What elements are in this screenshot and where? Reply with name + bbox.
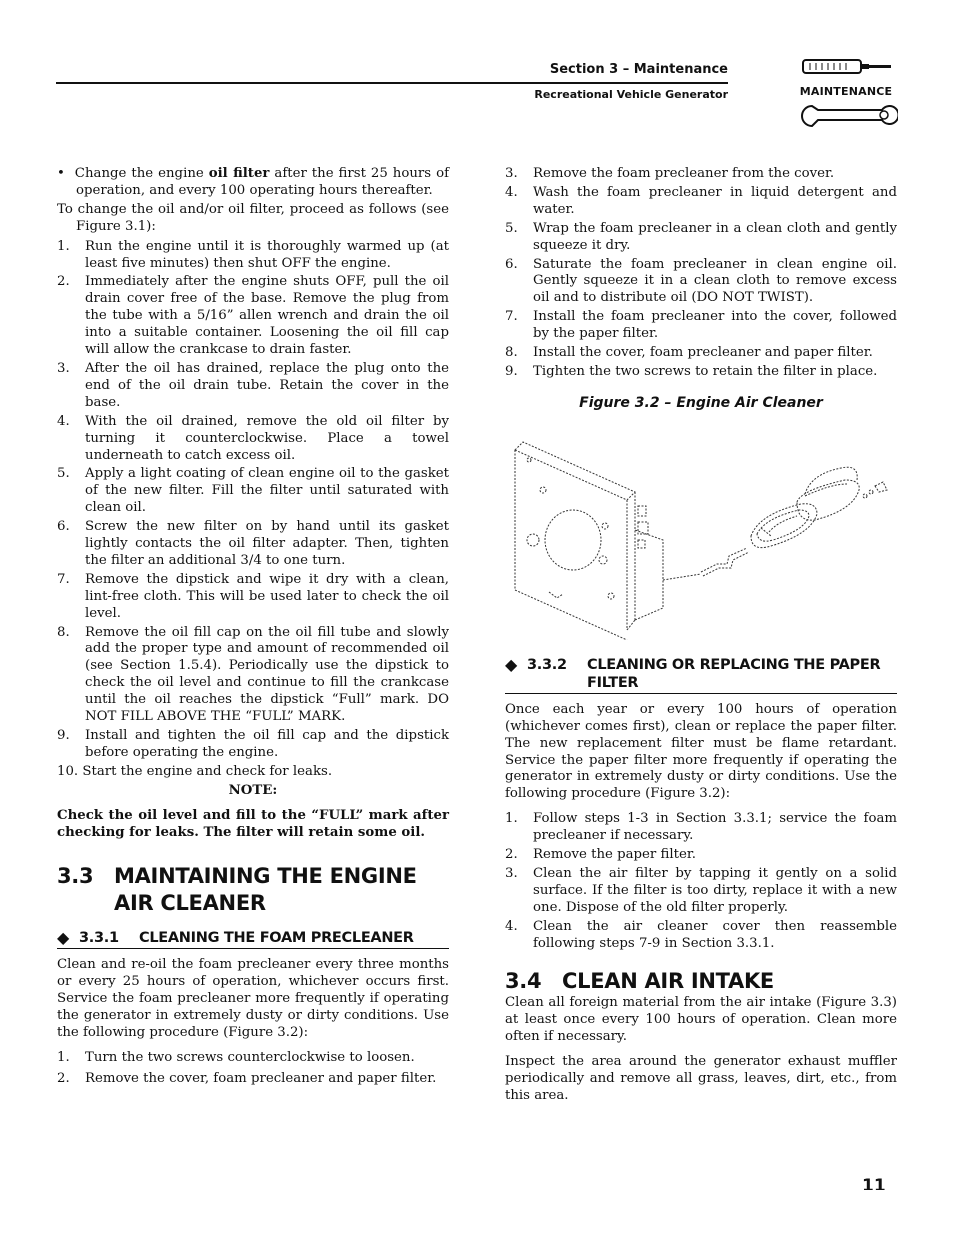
list-item: 9. Tighten the two screws to retain the filter in place. [505,363,878,379]
air-intake-paragraph-1: Clean all foreign material from the air intake (Figure 3.3) at least once every 100 hours of operation. Clean more often if necessary. [505,995,897,1045]
list-item: 2. Remove the paper filter. [505,847,696,863]
list-item: 3. Clean the air filter by tapping it gently on a solid surface. If the filter is too dirty, replace it with a new one. Dispose of the old filter properly. [505,865,897,915]
section-3-4-heading: 3.4 CLEAN AIR INTAKE [505,969,774,994]
header-subtitle: Recreational Vehicle Generator [534,88,728,101]
header-section-title: Section 3 – Maintenance [549,62,728,77]
logo-text: MAINTENANCE [799,85,893,98]
foam-precleaner-steps-continued [505,166,897,381]
list-item: 5. Wrap the foam precleaner in a clean cloth and gently squeeze it dry. [505,220,897,253]
subsection-3-3-2-heading: ◆ 3.3.2 CLEANING OR REPLACING THE PAPER FILTER [505,656,897,694]
paper-filter-steps [505,811,897,952]
figure-caption: Figure 3.2 – Engine Air Cleaner [579,394,823,411]
list-item: 5. Apply a light coating of clean engine oil to the gasket of the new filter. Fill the filter until saturated with clean oil. [57,466,449,516]
list-item: 7. Install the foam precleaner into the cover, followed by the paper filter. [505,309,897,342]
list-item: 6. Screw the new filter on by hand until its gasket lightly contacts the oil filter adapter. Then, tighten the filter an additional 3/4 to one turn. [57,519,449,568]
note-label: NOTE: [228,782,278,798]
subsection-3-3-1-heading: ◆ 3.3.1 CLEANING THE FOAM PRECLEANER [57,929,449,949]
list-item: 1. Turn the two screws counterclockwise to loosen. [57,1049,415,1065]
oil-filter-bullet: • Change the engine oil filter after the first 25 hours of operation, and every 100 operating hours thereafter. [57,166,450,198]
note-text: Check the oil level and fill to the “FULL” mark after checking for leaks. The filter will retain some oil. [57,807,449,840]
paper-filter-paragraph: Once each year or every 100 hours of operation (whichever comes first), clean or replace the paper filter. The new replacement filter must be flame retardant. Service the paper filter more frequently if operating the generator in extremely dusty or dirty conditions. Use the following procedure (Figure 3.2): [505,701,897,802]
list-item: 8. Remove the oil fill cap on the oil fill tube and slowly add the proper type and amount of recommended oil (see Section 1.5.4). Periodically use the dipstick to check the oil level and continue to fill the crankcase until the oil reaches the dipstick “Full” mark. DO NOT FILL ABOVE THE “FULL” MARK. [57,624,449,725]
diamond-icon: ◆ [57,928,70,948]
list-item: 2. Remove the cover, foam precleaner and paper filter. [57,1070,437,1086]
section-3-3-heading: 3.3 MAINTAINING THE ENGINE AIR CLEANER [57,864,417,916]
list-item: 4. Wash the foam precleaner in liquid detergent and water. [505,184,897,217]
list-item: 1. Follow steps 1-3 in Section 3.3.1; service the foam precleaner if necessary. [505,811,897,844]
foam-precleaner-paragraph: Clean and re-oil the foam precleaner every three months or every 25 hours of operation, whichever occurs first. Service the foam precleaner more frequently if operating the generator in extremely dusty or dirty conditions. Use the following procedure (Figure 3.2): [57,957,449,1041]
diamond-icon: ◆ [505,654,518,674]
list-item: 4. Clean the air cleaner cover then reassemble following steps 7-9 in Section 3.3.1. [505,918,897,951]
list-item: 8. Install the cover, foam precleaner and paper filter. [505,345,873,361]
foam-precleaner-steps [57,1050,449,1088]
header-rule [56,82,728,84]
oil-change-steps [57,239,449,762]
oil-change-step-10: 10. Start the engine and check for leaks. [57,763,333,779]
list-item: 6. Saturate the foam precleaner in clean engine oil. Gently squeeze it in a clean cloth to remove excess oil and to distribute oil (DO NOT TWIST). [505,256,897,306]
list-item: 9. Install and tighten the oil fill cap and the dipstick before operating the engine. [57,728,449,760]
list-item: 4. With the oil drained, remove the old oil filter by turning it counterclockwise. Place a towel underneath to catch excess oil. [57,413,449,463]
list-item: 7. Remove the dipstick and wipe it dry with a clean, lint-free cloth. This will be used later to check the oil level. [57,571,449,621]
list-item: 2. Immediately after the engine shuts OFF, pull the oil drain cover free of the base. Remove the plug from the tube with a 5/16” allen wrench and drain the oil into a suitable container. Loosening the oil fill cap will allow the crankcase to drain faster. [57,274,449,358]
engine-air-cleaner-figure [505,430,897,640]
page-number: 11 [862,1176,886,1190]
left-column [57,166,449,1090]
air-intake-paragraph-2: Inspect the area around the generator exhaust muffler periodically and remove all grass, leaves, dirt, etc., from this area. [505,1054,897,1103]
list-item: 3. Remove the foam precleaner from the cover. [505,166,835,181]
list-item: 1. Run the engine until it is thoroughly warmed up (at least five minutes) then shut OFF the engine. [57,238,449,271]
right-column [505,166,897,1105]
oil-change-intro: To change the oil and/or oil filter, proceed as follows (see Figure 3.1): [57,201,449,234]
list-item: 3. After the oil has drained, replace the plug onto the end of the oil drain tube. Retain the cover in the base. [57,360,449,410]
